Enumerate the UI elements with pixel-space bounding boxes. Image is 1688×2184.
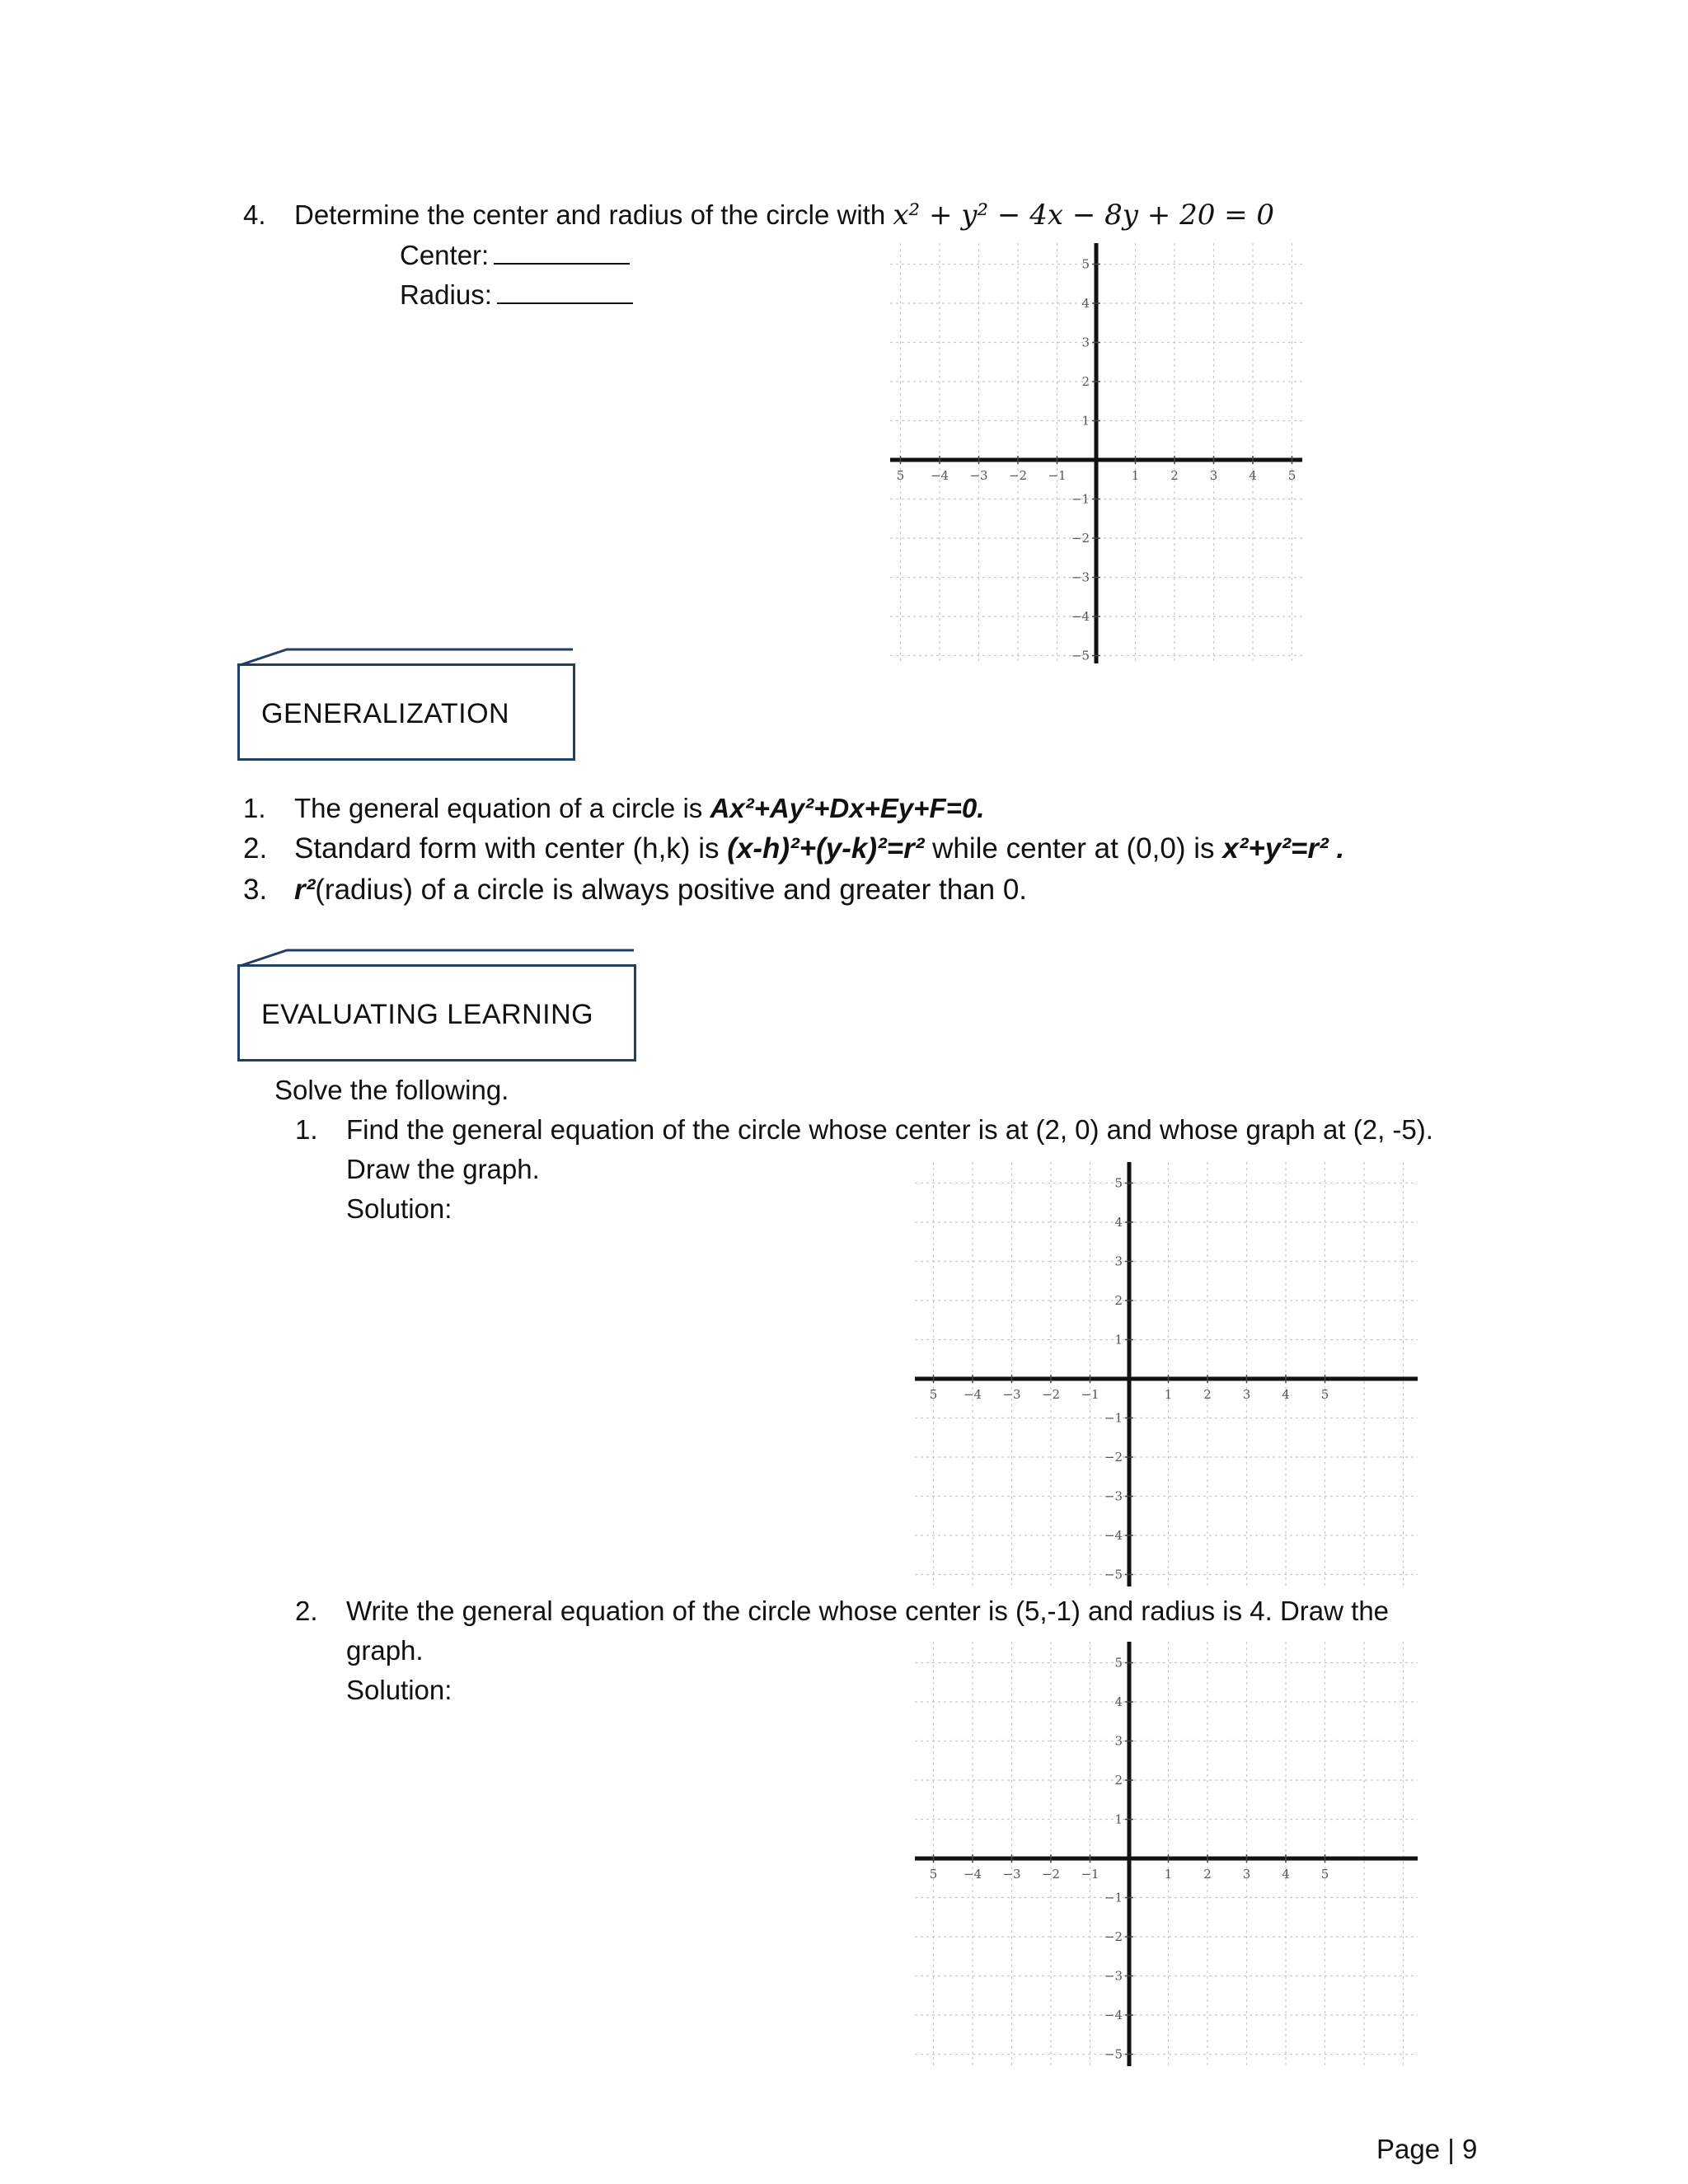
y-tick-label: −5 [1071, 648, 1090, 663]
x-tick-label: −3 [969, 468, 988, 483]
x-tick-label: 3 [1209, 468, 1218, 483]
x-tick-label: −1 [1081, 1387, 1100, 1402]
x-tick-label: 2 [1203, 1867, 1212, 1882]
x-tick-label: 3 [1242, 1867, 1251, 1882]
standard-form-formula: (x-h)²+(y-k)²=r² [727, 832, 925, 865]
y-tick-label: −1 [1104, 1410, 1123, 1426]
generalization-heading: GENERALIZATION [261, 698, 510, 729]
x-tick-label: −4 [963, 1387, 982, 1402]
y-tick-label: 1 [1114, 1811, 1123, 1827]
item-number: 3. [243, 874, 268, 906]
item-prompt: Determine the center and radius of the circle with [294, 199, 886, 230]
y-tick-label: −5 [1104, 1567, 1123, 1582]
x-tick-label: −2 [1041, 1387, 1061, 1402]
item-text: Standard form with center (h,k) is [294, 832, 720, 865]
y-tick-label: 3 [1081, 335, 1090, 350]
x-tick-label: −3 [1002, 1387, 1021, 1402]
y-tick-label: 2 [1114, 1293, 1123, 1308]
y-tick-label: 3 [1114, 1254, 1123, 1269]
item-text: (radius) of a circle is always positive and greater than 0. [315, 874, 1028, 906]
item-number: 1. [295, 1114, 318, 1145]
problem-2-line1 [295, 1592, 1389, 1630]
problem-text: Find the general equation of the circle whose center is at (2, 0) and whose graph at (2, -5). [346, 1114, 1433, 1145]
center-blank[interactable] [494, 238, 630, 265]
circle-equation: x² + y² − 4x − 8y + 20 = 0 [893, 199, 1275, 232]
problem-2-line2: graph. [346, 1635, 424, 1666]
center-answer-row [400, 237, 630, 274]
x-tick-label: 5 [1287, 468, 1296, 483]
generalization-item-2 [243, 830, 1344, 868]
grid-svg [915, 1162, 1418, 1586]
problem-text: Write the general equation of the circle whose center is (5,-1) and radius is 4. Draw the [346, 1596, 1390, 1626]
x-tick-label: 5 [896, 468, 905, 483]
item-number: 2. [295, 1596, 318, 1626]
x-tick-label: 1 [1164, 1867, 1173, 1882]
instruction-text: Solve the following. [274, 1075, 509, 1105]
generalization-box [237, 663, 575, 761]
x-tick-label: −1 [1048, 468, 1067, 483]
y-tick-label: 2 [1114, 1773, 1123, 1788]
grid-svg [890, 243, 1302, 663]
item-text-after: while center at (0,0) is [932, 832, 1215, 865]
x-tick-label: 2 [1203, 1387, 1212, 1402]
y-tick-label: −2 [1071, 531, 1090, 546]
coordinate-grid-2 [915, 1162, 1418, 1586]
r-squared-formula: r² [294, 874, 316, 906]
x-tick-label: 5 [929, 1387, 938, 1402]
radius-blank[interactable] [497, 278, 633, 304]
generalization-item-1 [243, 790, 984, 827]
x-tick-label: −2 [1041, 1867, 1061, 1882]
x-tick-label: −3 [1002, 1867, 1021, 1882]
tag-fold-shape [237, 649, 575, 669]
item-number: 4. [243, 199, 266, 230]
tag-fold-shape [237, 950, 636, 970]
y-tick-label: −4 [1104, 2008, 1123, 2022]
y-tick-label: 5 [1114, 1655, 1123, 1671]
x-tick-label: −2 [1008, 468, 1028, 483]
y-tick-label: 4 [1114, 1215, 1123, 1230]
x-tick-label: 4 [1282, 1387, 1290, 1402]
y-tick-label: −4 [1104, 1528, 1123, 1543]
y-tick-label: −1 [1071, 491, 1090, 507]
y-tick-label: 1 [1114, 1332, 1123, 1347]
coordinate-grid-1 [890, 243, 1302, 663]
x-tick-label: −1 [1081, 1867, 1100, 1882]
grid-svg [915, 1642, 1418, 2066]
x-tick-label: 4 [1282, 1867, 1290, 1882]
y-tick-label: 2 [1081, 374, 1090, 389]
y-tick-label: −5 [1104, 2046, 1123, 2062]
x-tick-label: 1 [1131, 468, 1140, 483]
problem-1-line2: Draw the graph. [346, 1154, 540, 1184]
x-tick-label: 3 [1242, 1387, 1251, 1402]
general-equation-formula: Ax²+Ay²+Dx+Ey+F=0. [710, 793, 985, 823]
radius-label: Radius: [400, 279, 492, 310]
problem-2-solution-label: Solution: [346, 1675, 452, 1705]
y-tick-label: 4 [1114, 1694, 1123, 1709]
item-number: 1. [243, 793, 266, 823]
y-tick-label: 5 [1114, 1175, 1123, 1191]
x-tick-label: −4 [930, 468, 950, 483]
y-tick-label: 4 [1081, 296, 1090, 311]
evaluating-learning-box [237, 964, 636, 1062]
x-tick-label: 4 [1249, 468, 1257, 483]
x-tick-label: −4 [963, 1867, 982, 1882]
y-tick-label: 3 [1114, 1733, 1123, 1749]
item-number: 2. [243, 832, 268, 865]
y-tick-label: −3 [1104, 1968, 1123, 1984]
problem-1-line1 [295, 1111, 1433, 1149]
y-tick-label: −1 [1104, 1890, 1123, 1905]
coordinate-grid-3 [915, 1642, 1418, 2066]
radius-answer-row [400, 276, 633, 314]
center-label: Center: [400, 240, 490, 270]
y-tick-label: 1 [1081, 413, 1090, 429]
x-tick-label: 5 [1320, 1867, 1329, 1882]
x-tick-label: 1 [1164, 1387, 1173, 1402]
generalization-item-3 [243, 871, 1027, 909]
x-tick-label: 5 [929, 1867, 938, 1882]
y-tick-label: −3 [1071, 569, 1090, 585]
y-tick-label: −2 [1104, 1929, 1123, 1944]
x-tick-label: 2 [1170, 468, 1179, 483]
page-number: Page | 9 [1376, 2134, 1478, 2164]
problem-1-solution-label: Solution: [346, 1193, 452, 1224]
y-tick-label: −2 [1104, 1450, 1123, 1465]
item-text: The general equation of a circle is [294, 793, 703, 823]
item-4-question [243, 196, 1274, 234]
origin-form-formula: x²+y²=r² . [1222, 832, 1345, 865]
y-tick-label: 5 [1081, 256, 1090, 272]
y-tick-label: −4 [1071, 609, 1090, 624]
x-tick-label: 5 [1320, 1387, 1329, 1402]
evaluating-learning-heading: EVALUATING LEARNING [261, 999, 594, 1030]
y-tick-label: −3 [1104, 1488, 1123, 1504]
